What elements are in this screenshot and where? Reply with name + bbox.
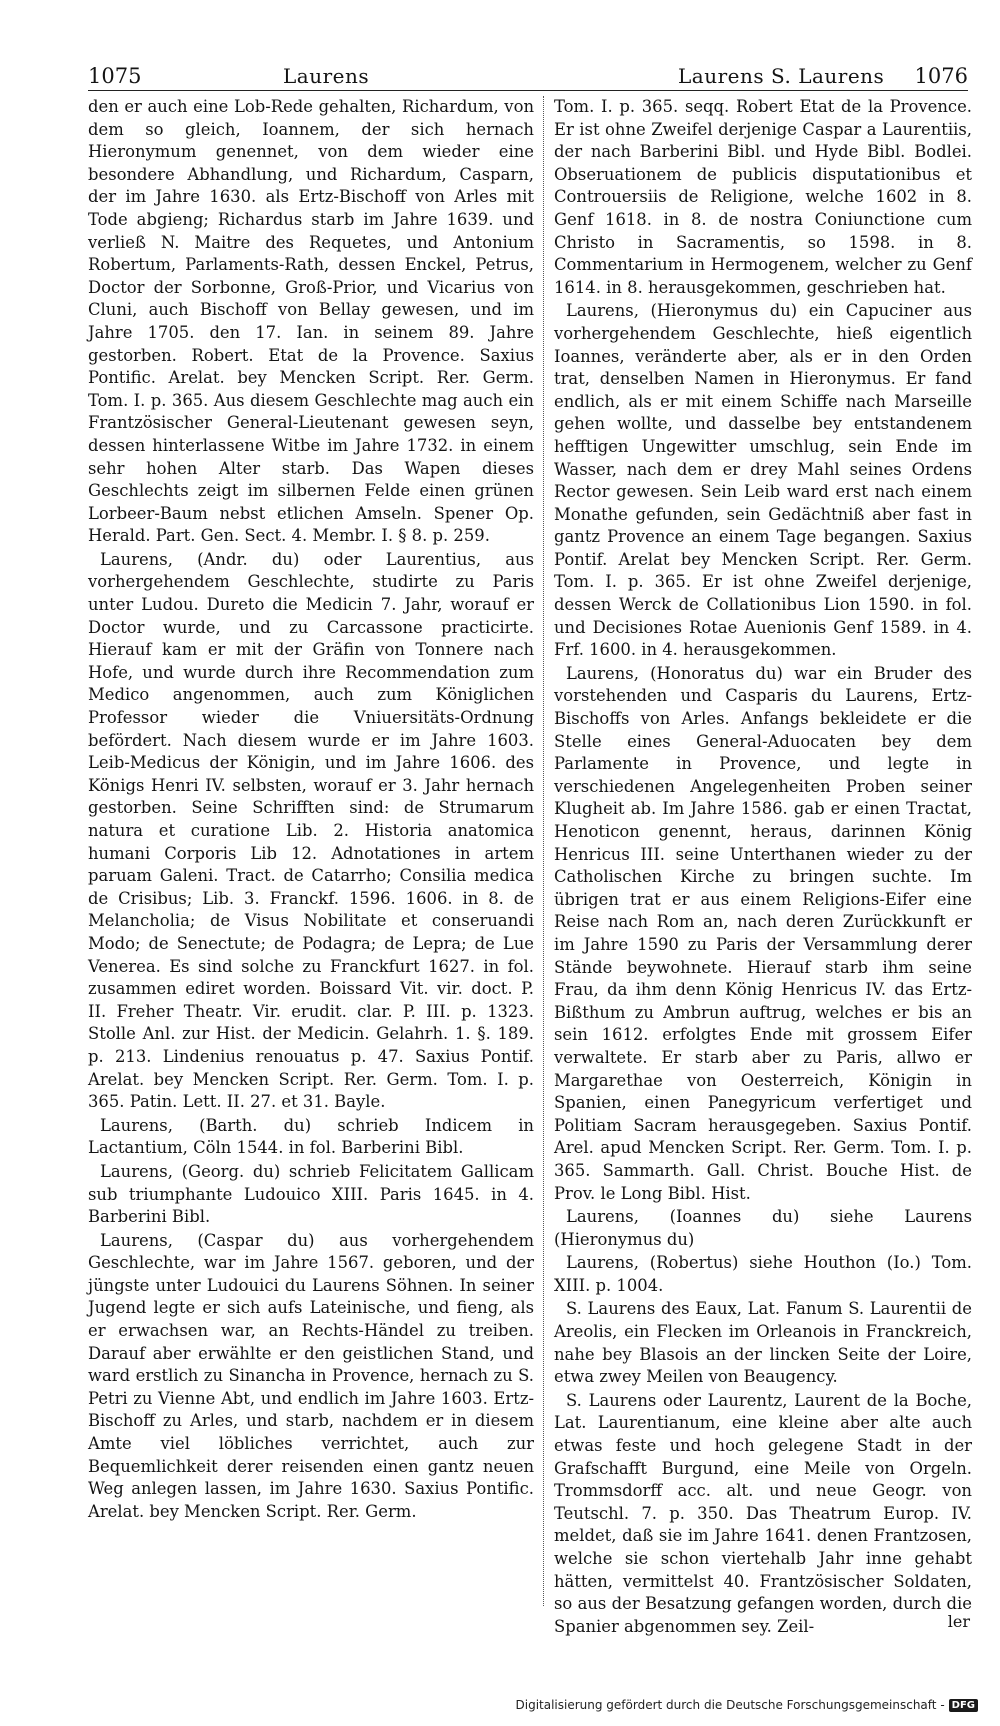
entry-text: S. Laurens des Eaux, Lat. Fanum S. Laurentii de Areolis, ein Flecken im Orleanois in Franckreich, nahe bey Blasois an der lincken Seite der Loire, etwa zwey Meilen von Beaugency.	[554, 1299, 972, 1387]
entry-text: Laurens, (Barth. du) schrieb Indicem in Lactantium, Cöln 1544. in fol. Barberini Bibl.	[88, 1115, 534, 1158]
entry-text: Tom. I. p. 365. seqq. Robert Etat de la Provence. Er ist ohne Zweifel derjenige Caspar a Laurentiis, der nach Barberini Bibl. und Hyde Bibl. Bodlei. Obseruationem de publicis disputationibus et Controuersiis de Religione, welche 1602 in 8. Genf 1618. in 8. de nostra Coniunctione cum Christo in Sacramentis, so 1598. in 8. Commentarium in Hermogenem, welcher zu Genf 1614. in 8. herausgekommen, geschrieben hat.	[554, 97, 972, 297]
catchword: ler	[947, 1612, 970, 1631]
column-divider	[543, 96, 544, 1606]
page-number-left: 1075	[88, 64, 142, 88]
entry-text: S. Laurens oder Laurentz, Laurent de la Boche, Lat. Laurentianum, eine kleine aber alte auch etwas feste und hoch gelegene Stadt in der Grafschafft Burgund, eine Meile von Orgeln. Trommsdorff acc. alt. und neue Geogr. von Teutschl. 7. p. 350. Das Theatrum Europ. IV. meldet, daß sie im Jahre 1641. denen Frantzosen, welche sie schon viertehalb Jahr inne gehabt hätten, vermittelst 40. Frantzösischer Soldaten, so aus der Besatzung gefangen worden, durch die Spanier abgenommen sey. Zeil-	[554, 1390, 972, 1636]
entry-text: den er auch eine Lob-Rede gehalten, Richardum, von dem so gleich, Ioannem, der sich hernach Hieronymum genennet, von dem wieder eine besondere Abhandlung, und Richardum, Casparn, der im Jahre 1630. als Ertz-Bischoff von Arles mit Tode abgieng; Richardus starb im Jahre 1639. und verließ N. Maitre des Requetes, und Antonium Robertum, Parlaments-Rath, dessen Enckel, Petrus, Doctor der Sorbonne, Groß-Prior, und Vicarius von Cluni, auch Bischoff von Bellay gewesen, und im Jahre 1705. den 17. Ian. in seinem 89. Jahre gestorben. Robert. Etat de la Provence. Saxius Pontific. Arelat. bey Mencken Script. Rer. Germ. Tom. I. p. 365. Aus diesem Geschlechte mag auch ein Frantzösischer General-Lieutenant gewesen seyn, dessen hinterlassene Witbe im Jahre 1732. in einem sehr hohen Alter starb. Das Wapen dieses Geschlechts zeigt im silbernen Felde einen grünen Lorbeer-Baum nebst etlichen Amseln. Spener Op. Herald. Part. Gen. Sect. 4. Membr. I. § 8. p. 259.	[88, 97, 534, 546]
entry-text: Laurens, (Ioannes du) siehe Laurens (Hieronymus du)	[554, 1207, 972, 1249]
entry-text: Laurens, (Robertus) siehe Houthon (Io.) Tom. XIII. p. 1004.	[554, 1253, 972, 1295]
page-number-right: 1076	[914, 64, 968, 88]
entry-text: Laurens, (Andr. du) oder Laurentius, aus vorhergehendem Geschlechte, studirte zu Paris unter Ludou. Dureto die Medicin 7. Jahr, worauf er Doctor wurde, und zu Carcassone practicirte. Hierauf kam er mit der Gräfin von Tonnere nach Hofe, und wurde durch ihre Recommendation zum Medico angenommen, auch zum Königlichen Professor wieder die Vniuersitäts-Ordnung befördert. Nach diesem wurde er im Jahre 1603. Leib-Medicus der Königin, und im Jahre 1606. des Königs Henri IV. selbsten, worauf er 3. Jahr hernach gestorben. Seine Schrifften sind: de Strumarum natura et curatione Lib. 2. Historia anatomica humani Corporis Lib 12. Adnotationes in artem paruam Galeni. Tract. de Catarrho; Consilia medica de Crisibus; Lib. 3. Franckf. 1596. 1606. in 8. de Melancholia; de Visus Nobilitate et conseruandi Modo; de Senectute; de Podagra; de Lepra; de Lue Venerea. Es sind solche zu Franckfurt 1627. in fol. zusammen ediret worden. Boissard Vit. vir. doct. P. II. Freher Theatr. Vir. erudit. clar. P. III. p. 1323. Stolle Anl. zur Hist. der Medicin. Gelahrh. 1. §. 189. p. 213. Lindenius renouatus p. 47. Saxius Pontif. Arelat. bey Mencken Script. Rer. Germ. Tom. I. p. 365. Patin. Lett. II. 27. et 31. Bayle.	[88, 549, 534, 1112]
left-column	[88, 96, 534, 1611]
footer-text: Digitalisierung gefördert durch die Deutsche Forschungsgemeinschaft -	[515, 1698, 945, 1712]
running-head-left: Laurens	[283, 64, 370, 88]
entry-text: Laurens, (Hieronymus du) ein Capuciner aus vorhergehendem Geschlechte, hieß eigentlich Ioannes, veränderte aber, als er in den Orden trat, denselben Namen in Hieronymus. Er fand endlich, als er mit einem Schiffe nach Marseille gehen wollte, und dasselbe bey entstandenem hefftigen Ungewitter umschlug, sein Ende im Wasser, nach dem er drey Mahl seines Ordens Rector gewesen. Sein Leib ward erst nach einem Monathe gefunden, sein Gedächtniß aber fast in gantz Provence an einem Tage begangen. Saxius Pontif. Arelat bey Mencken Script. Rer. Germ. Tom. I. p. 365. Er ist ohne Zweifel derjenige, dessen Werck de Collationibus Lion 1590. in fol. und Decisiones Rotae Auenionis Genf 1589. in 4. Frf. 1600. in 4. herausgekommen.	[554, 301, 972, 660]
running-head-right: Laurens S. Laurens	[678, 64, 885, 88]
entry-text: Laurens, (Caspar du) aus vorhergehendem Geschlechte, war im Jahre 1567. geboren, und der jüngste unter Ludouici du Laurens Söhnen. In seiner Jugend legte er sich aufs Lateinische, und fieng, als er erwachsen war, an Rechts-Händel zu treiben. Darauf aber erwählte er den geistlichen Stand, und ward erstlich zu Sinancha in Provence, hernach zu S. Petri zu Vienne Abt, und endlich im Jahre 1603. Ertz-Bischoff zu Arles, und starb, nachdem er in diesem Amte viel löbliches verrichtet, auch zur Bequemlichkeit derer reisenden einen gantz neuen Weg anlegen lassen, im Jahre 1630. Saxius Pontific. Arelat. bey Mencken Script. Rer. Germ.	[88, 1230, 534, 1521]
page-header	[88, 62, 968, 91]
entry-text: Laurens, (Honoratus du) war ein Bruder des vorstehenden und Casparis du Laurens, Ertz-Bischoffs von Arles. Anfangs bekleidete er die Stelle eines General-Aduocaten bey dem Parlamente in Provence, und legte in verschiedenen Angelegenheiten Proben seiner Klugheit ab. Im Jahre 1586. gab er einen Tractat, Henoticon genennt, heraus, darinnen König Henricus III. seine Unterthanen wieder zu der Catholischen Kirche zu bringen suchte. Im übrigen trat er aus einem Religions-Eifer eine Reise nach Rom an, nach deren Zurückkunft er im Jahre 1590 zu Paris der Versammlung derer Stände beywohnete. Hierauf starb ihm seine Frau, da ihm denn König Henricus IV. das Ertz-Bißthum zu Ambrun auftrug, welches er bis an sein 1612. erfolgtes Ende mit grossem Eifer verwaltete. Er starb aber zu Paris, allwo er Margarethae von Oesterreich, Königin in Spanien, einen Panegyricum verfertiget und Politiam Sacram herausgegeben. Saxius Pontif. Arel. apud Mencken Script. Rer. Germ. Tom. I. p. 365. Sammarth. Gall. Christ. Bouche Hist. de Prov. le Long Bibl. Hist.	[554, 663, 972, 1203]
dfg-logo: DFG	[949, 1699, 978, 1712]
entry-text: Laurens, (Georg. du) schrieb Felicitatem Gallicam sub triumphante Ludouico XIII. Paris 1645. in 4. Barberini Bibl.	[88, 1161, 534, 1227]
digitization-footer	[516, 1698, 979, 1712]
